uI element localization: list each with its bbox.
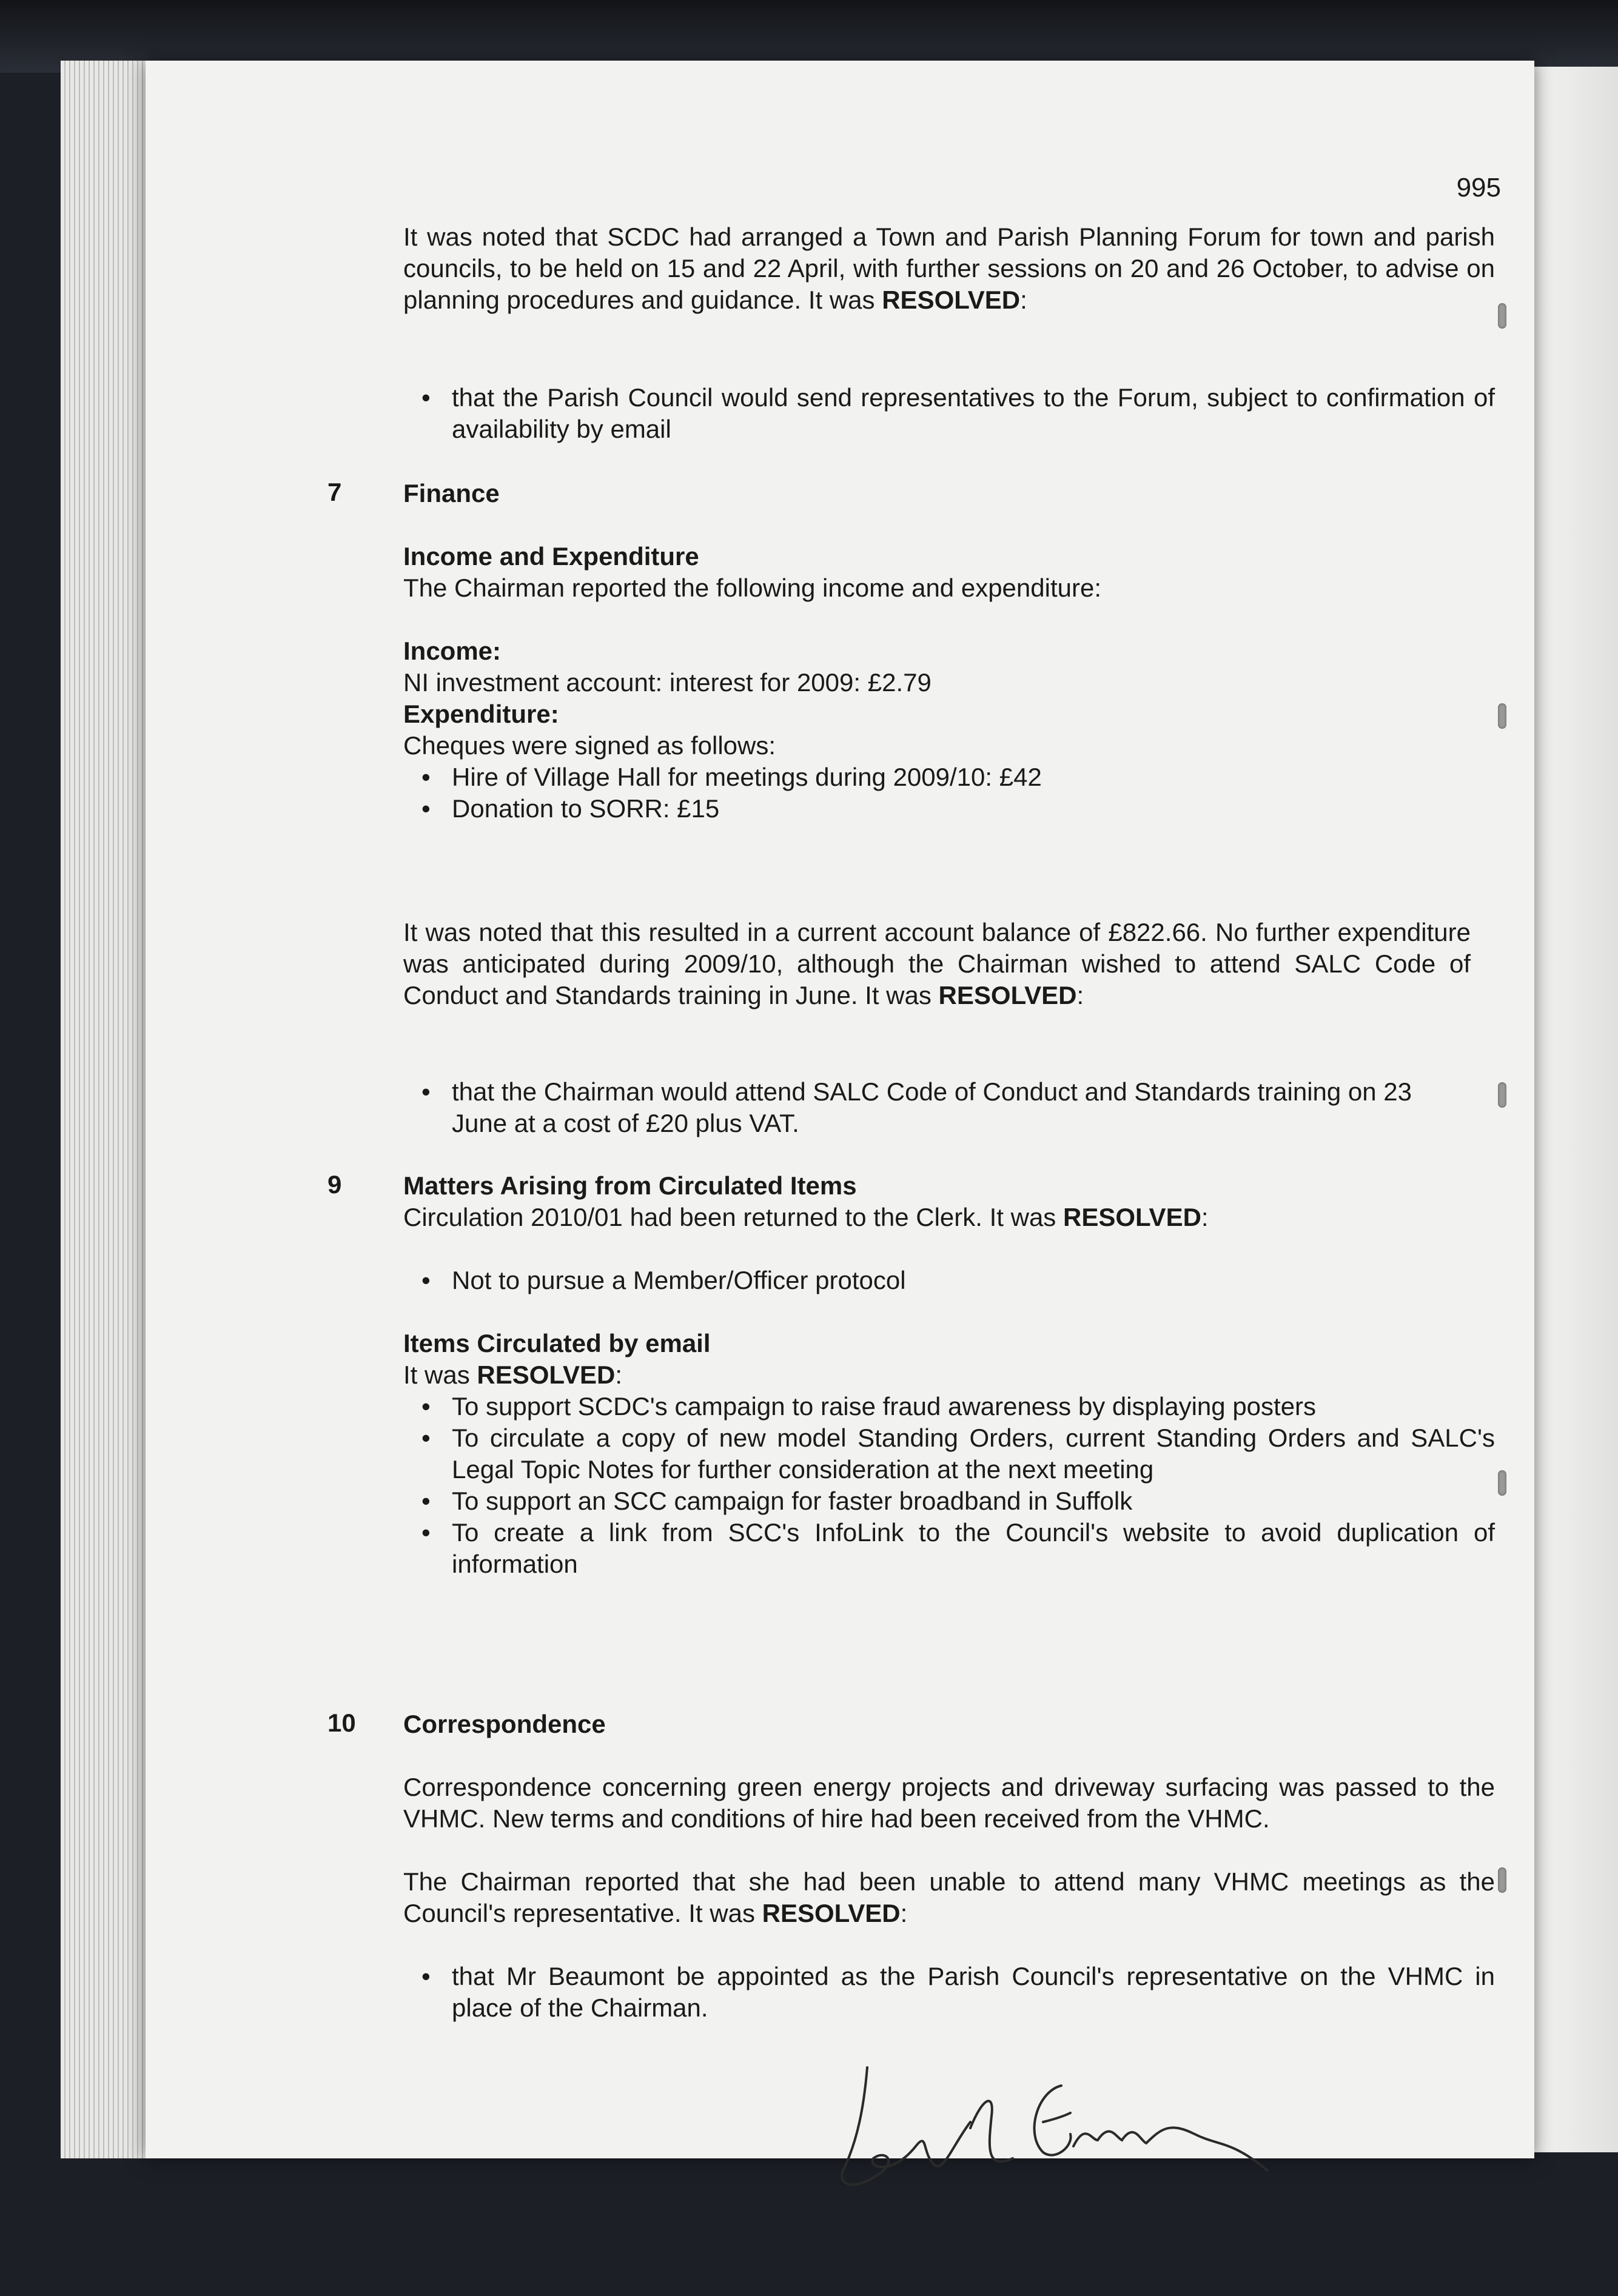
list-item: • that the Parish Council would send representatives to the Forum, subject to confirmation of availability by email	[403, 382, 1495, 445]
income-line: NI investment account: interest for 2009: £2.79	[403, 668, 932, 697]
forum-bullets	[403, 382, 1495, 445]
section-number-matters: 9	[327, 1170, 342, 1199]
colon: :	[900, 1899, 908, 1927]
correspondence-para2: The Chairman reported that she had been unable to attend many VHMC meetings as the Council's representative. It was	[403, 1867, 1495, 1927]
resolved-label: RESOLVED	[938, 981, 1077, 1009]
list-item: • Donation to SORR: £15	[403, 793, 1495, 825]
email-heading: Items Circulated by email	[403, 1329, 711, 1357]
income-label: Income:	[403, 637, 502, 665]
forum-text: It was noted that SCDC had arranged a Town and Parish Planning Forum for town and parish councils, to be held on 15 and 22 April, with further sessions on 20 and 26 October, to advise on planning procedures and guidance. It was	[403, 223, 1495, 314]
matters-text: Circulation 2010/01 had been returned to the Clerk. It was	[403, 1203, 1056, 1231]
correspondence-bullets	[403, 1961, 1495, 2024]
matters-bullets	[403, 1265, 1495, 1296]
balance-text: It was noted that this resulted in a current account balance of £822.66. No further expenditure was anticipated during 2009/10, although the Chairman wished to attend SALC Code of Conduct and Standards training in June. It was	[403, 918, 1471, 1009]
expenditure-label: Expenditure:	[403, 700, 559, 728]
email-intro: It was	[403, 1361, 470, 1389]
cheques-line: Cheques were signed as follows:	[403, 731, 776, 760]
colon: :	[1076, 981, 1084, 1009]
document-page	[146, 61, 1534, 2158]
section-number-correspondence: 10	[327, 1709, 356, 1737]
handwritten-signature-icon	[831, 2049, 1292, 2201]
colon: :	[1020, 286, 1027, 314]
list-item: • Not to pursue a Member/Officer protocol	[403, 1265, 1495, 1296]
section-title-finance: Finance	[403, 479, 500, 507]
forum-paragraph	[403, 221, 1495, 316]
matters-text-line	[403, 1202, 1495, 1233]
punch-hole-icon	[1498, 303, 1506, 329]
punch-hole-icon	[1498, 1867, 1506, 1893]
finance-bullets	[403, 1076, 1471, 1139]
punch-hole-icon	[1498, 703, 1506, 729]
correspondence-para1: Correspondence concerning green energy projects and driveway surfacing was passed to the VHMC. New terms and conditions of hire had been received from the VHMC.	[403, 1773, 1495, 1833]
list-item: • To support an SCC campaign for faster broadband in Suffolk	[403, 1485, 1495, 1517]
finance-subheading: Income and Expenditure	[403, 542, 699, 571]
punch-hole-icon	[1498, 1082, 1506, 1108]
section-title-correspondence: Correspondence	[403, 1710, 606, 1738]
page-stack-edges	[61, 61, 152, 2158]
section-number-finance: 7	[327, 478, 342, 506]
correspondence-para2-line	[403, 1866, 1495, 1929]
finance-intro: The Chairman reported the following income and expenditure:	[403, 574, 1102, 602]
resolved-label: RESOLVED	[882, 286, 1021, 314]
list-item: • that Mr Beaumont be appointed as the Parish Council's representative on the VHMC in place of the Chairman.	[403, 1961, 1495, 2024]
list-item: • To support SCDC's campaign to raise fraud awareness by displaying posters	[403, 1391, 1495, 1422]
balance-paragraph	[403, 917, 1471, 1011]
section-title-matters: Matters Arising from Circulated Items	[403, 1171, 857, 1200]
email-intro-line	[403, 1359, 1495, 1391]
punch-hole-icon	[1498, 1470, 1506, 1496]
list-item: • that the Chairman would attend SALC Code of Conduct and Standards training on 23 June at a cost of £20 plus VAT.	[403, 1076, 1471, 1139]
resolved-label: RESOLVED	[477, 1361, 616, 1389]
cheque-list	[403, 761, 1495, 825]
page-number: 995	[1456, 173, 1501, 202]
list-item: • Hire of Village Hall for meetings during 2009/10: £42	[403, 761, 1495, 793]
resolved-label: RESOLVED	[762, 1899, 901, 1927]
resolved-label: RESOLVED	[1062, 1203, 1201, 1231]
colon: :	[615, 1361, 622, 1389]
correspondence-body	[403, 1709, 1495, 2024]
matters-body	[403, 1170, 1495, 1580]
list-item: • To create a link from SCC's InfoLink to the Council's website to avoid duplication of information	[403, 1517, 1495, 1580]
list-item: • To circulate a copy of new model Standing Orders, current Standing Orders and SALC's Legal Topic Notes for further consideration at the next meeting	[403, 1422, 1495, 1485]
finance-body	[403, 541, 1495, 825]
email-bullets	[403, 1391, 1495, 1580]
colon: :	[1201, 1203, 1209, 1231]
